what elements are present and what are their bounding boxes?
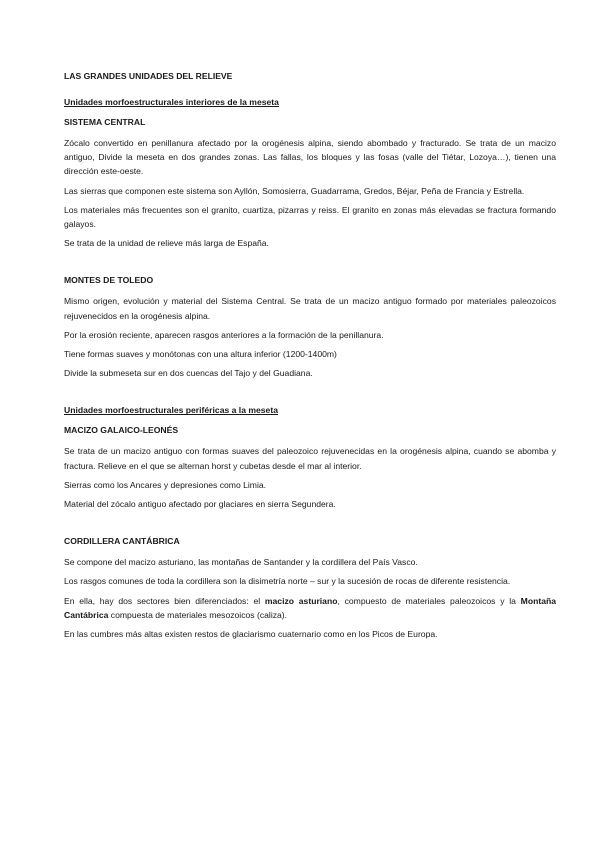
paragraph: Divide la submeseta sur en dos cuencas del Tajo y del Guadiana. bbox=[64, 368, 313, 379]
emphasis-term: macizo asturiano bbox=[264, 595, 338, 606]
section-heading: SISTEMA CENTRAL bbox=[64, 117, 146, 127]
paragraph: Las sierras que componen este sistema son Ayllón, Somosierra, Guadarrama, Gredos, Béjar, Peña de Francia y Estrella. bbox=[64, 185, 525, 196]
emphasis-term: Montaña Cantábrica bbox=[64, 595, 556, 620]
paragraph: Mismo origen, evolución y material del Sistema Central. Se trata de un macizo antiguo formado por materiales paleozoicos rejuvenecidos en la orogénesis alpina. bbox=[64, 296, 556, 321]
paragraph: Por la erosión reciente, aparecen rasgos anteriores a la formación de la penillanura. bbox=[64, 329, 384, 340]
document-body bbox=[64, 70, 556, 641]
paragraph: Material del zócalo antiguo afectado por glaciares en sierra Segundera. bbox=[64, 499, 336, 510]
paragraph: Los rasgos comunes de toda la cordillera son la disimetría norte – sur y la sucesión de rocas de diferente resistencia. bbox=[64, 576, 511, 587]
paragraph-text: En ella, hay dos sectores bien diferenciados: el bbox=[64, 595, 265, 606]
paragraph: Se trata de la unidad de relieve más larga de España. bbox=[64, 238, 269, 249]
paragraph: Se trata de un macizo antiguo con formas suaves del paleozoico rejuvenecidas en la orogénesis alpina, cuando se abomba y fractura. Relieve en el que se alternan horst y cubetas desde el mar al interior. bbox=[64, 446, 556, 471]
paragraph: Sierras como los Ancares y depresiones como Limia. bbox=[64, 479, 267, 490]
paragraph: Zócalo convertido en penillanura afectado por la orogénesis alpina, siendo abombado y fracturado. Se trata de un macizo antiguo, Divide la meseta en dos grandes zonas. Las fallas, los bloques y las fosas (valle del Tiétar, Lozoya…), tienen una dirección este-oeste. bbox=[64, 138, 556, 177]
section-group-heading: Unidades morfoestructurales interiores de la meseta bbox=[64, 97, 279, 107]
section-heading: CORDILLERA CANTÁBRICA bbox=[64, 536, 180, 547]
paragraph: Los materiales más frecuentes son el granito, cuartiza, pizarras y reiss. El granito en zonas más elevadas se fractura formando galayos. bbox=[64, 204, 556, 230]
paragraph: Se compone del macizo asturiano, las montañas de Santander y la cordillera del País Vasco. bbox=[64, 557, 418, 568]
paragraph bbox=[64, 594, 556, 622]
section-group-heading: Unidades morfoestructurales periféricas a la meseta bbox=[64, 405, 278, 416]
paragraph: Tiene formas suaves y monótonas con una altura inferior (1200-1400m) bbox=[64, 349, 337, 360]
section-heading: MACIZO GALAICO-LEONÉS bbox=[64, 425, 179, 436]
paragraph: En las cumbres más altas existen restos de glaciarismo cuaternario como en los Picos de Europa. bbox=[64, 629, 438, 640]
document-title: LAS GRANDES UNIDADES DEL RELIEVE bbox=[64, 71, 233, 81]
paragraph-text: , compuesto de materiales paleozoicos y la bbox=[337, 595, 521, 606]
paragraph-text: compuesta de materiales mesozoicos (caliza). bbox=[108, 609, 288, 620]
section-heading: MONTES DE TOLEDO bbox=[64, 275, 154, 286]
